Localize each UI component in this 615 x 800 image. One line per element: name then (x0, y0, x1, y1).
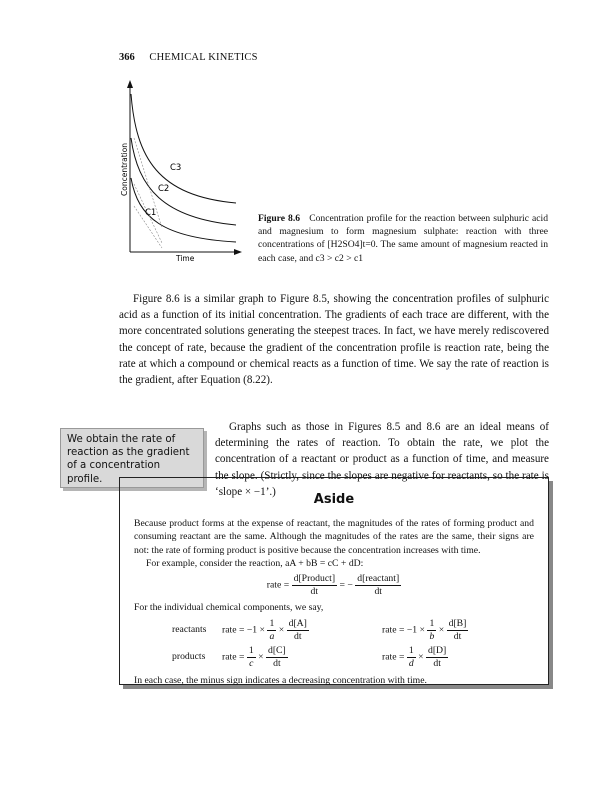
aside-title: Aside (313, 492, 355, 507)
y-axis-arrow (127, 80, 133, 88)
running-title: CHEMICAL KINETICS (149, 52, 258, 63)
label-c1: C1 (145, 208, 157, 218)
body-paragraph-1: Figure 8.6 is a similar graph to Figure 8.5, showing the concentration profiles of sulphuric acid as a function of its initial concentration. The gradients of each trace are different, with the more concentrated solutions generating the steepest traces. In fact, we have merely rediscovered the concept of rate, because the gradient of the concentration profile is reaction rate, being the rate at which a compound or chemical reacts as a function of time. We say the rate of reaction is the gradient, after Equation (8.22). (119, 293, 549, 387)
aside-paragraph-4: In each case, the minus sign indicates a decreasing concentration with time. (134, 674, 427, 686)
x-axis-arrow (234, 249, 242, 255)
rate-a-equation: rate = −1 × $\frac{1}{a}$ × $\frac{d[A]}{dt}$ (222, 617, 307, 642)
reactants-label: reactants (172, 624, 207, 636)
body-paragraph-2: Graphs such as those in Figures 8.5 and 8.6 are an ideal means of determining the rates of reaction. To obtain the rate, we plot the concentration of a reactant or product as a function of time, and measure the slope. (Strictly, since the slopes are negative for reactants, so the rate is ‘slope × −1’.) (215, 421, 549, 498)
curve-c3 (131, 94, 236, 203)
aside-box (119, 477, 549, 685)
y-axis-label: Concentration (120, 142, 129, 196)
product-numerator: d[Product] (293, 572, 336, 584)
product-fraction (292, 573, 337, 598)
caption-text: Concentration profile for the reaction between sulphuric acid and magnesium to form magnesium sulphate: reaction with three concentrations of [H2SO4]t=0. The same amount of magnesium reacted in each case, and c3 > c2 > c1 (258, 213, 548, 264)
aside-paragraph-1: Because product forms at the expense of reactant, the magnitudes of the rates of forming product and consuming reactant are the same. Although the magnitudes of the rates are the same, their signs are not: the rate of forming product is positive because the concentration increases with time. (134, 517, 534, 556)
figure-caption (258, 212, 548, 265)
running-header (119, 52, 258, 63)
rate-equation: rate = $\frac{\text{d[Product]}}{dt}$ = − $\frac{\text{d[reactant]}}{dt}$ (266, 572, 400, 597)
concentration-time-figure (118, 78, 248, 266)
aside-paragraph-2: For example, consider the reaction, aA + bB = cC + dD: (146, 558, 364, 570)
margin-note: We obtain the rate of reaction as the gradient of a concentration profile. (60, 428, 204, 488)
reactant-numerator: d[reactant] (357, 572, 400, 584)
label-c3: C3 (170, 163, 182, 173)
caption-label: Figure 8.6 (258, 213, 301, 224)
product-denominator: dt (310, 585, 319, 597)
x-axis-label: Time (176, 254, 195, 263)
rate-d-equation: rate = $\frac{1}{d}$ × $\frac{d[D]}{dt}$ (382, 644, 447, 669)
products-label: products (172, 651, 206, 663)
rate-c-equation: rate = $\frac{1}{c}$ × $\frac{d[C]}{dt}$ (222, 644, 286, 669)
reactant-denominator: dt (374, 585, 382, 597)
label-c2: C2 (158, 184, 170, 194)
component-rate-equations (172, 618, 534, 670)
reactant-fraction (355, 573, 401, 598)
page-number: 366 (119, 52, 135, 63)
rate-label: rate = (266, 579, 290, 591)
aside-paragraph-3: For the individual chemical components, we say, (134, 601, 324, 613)
rate-b-equation: rate = −1 × $\frac{1}{b}$ × $\frac{d[B]}{dt}$ (382, 617, 467, 642)
